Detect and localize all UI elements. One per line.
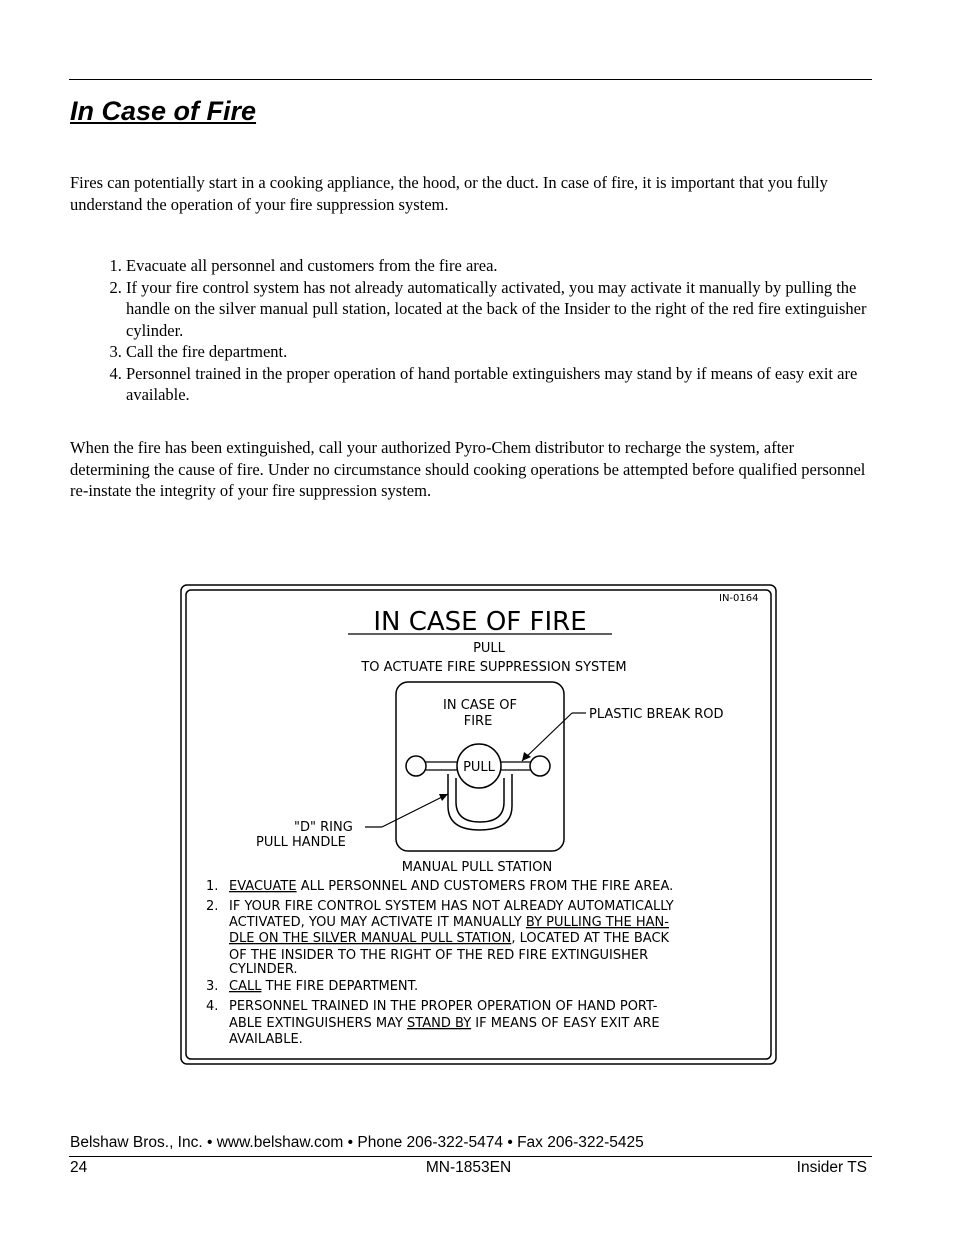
d-ring-pointer [382, 794, 448, 827]
station-caption: MANUAL PULL STATION [401, 860, 553, 875]
label-step-number: 1. [206, 879, 219, 894]
label-step-1: EVACUATE ALL PERSONNEL AND CUSTOMERS FROM THE FIRE AREA. [229, 879, 674, 894]
fire-instruction-label [180, 584, 777, 1065]
label-step-2-line-1: IF YOUR FIRE CONTROL SYSTEM HAS NOT ALREADY AUTOMATICALLY [229, 899, 674, 914]
product-name: Insider TS [796, 1159, 867, 1176]
label-step-4-line-3: AVAILABLE. [229, 1032, 303, 1047]
list-item: 3. Call the fire department. [126, 341, 870, 363]
fire-steps-list [70, 255, 870, 406]
label-pull: PULL [473, 641, 505, 656]
station-heading-2: FIRE [463, 714, 493, 729]
d-ring-callout-1: "D" RING [294, 820, 353, 835]
page-number: 24 [70, 1159, 88, 1176]
label-code: IN-0164 [719, 593, 759, 604]
label-step-number: 3. [206, 979, 219, 994]
document-number: MN-1853EN [425, 1159, 512, 1176]
section-title: In Case of Fire [70, 96, 257, 126]
break-rod-callout: PLASTIC BREAK ROD [589, 707, 724, 722]
pull-button-label: PULL [463, 760, 495, 775]
label-drawing [180, 584, 777, 1065]
label-step-3: CALL THE FIRE DEPARTMENT. [229, 979, 419, 994]
label-steps [206, 879, 674, 1047]
label-step-4-line-2: ABLE EXTINGUISHERS MAY STAND BY IF MEANS OF EASY EXIT ARE [229, 1016, 660, 1031]
station-heading-1: IN CASE OF [443, 698, 517, 713]
label-step-2-line-5: CYLINDER. [229, 962, 298, 977]
right-rod-knob [530, 756, 550, 776]
label-heading: IN CASE OF FIRE [373, 607, 587, 637]
label-step-2-line-4: OF THE INSIDER TO THE RIGHT OF THE RED FIRE EXTINGUISHER [229, 948, 649, 963]
list-item: 1. Evacuate all personnel and customers from the fire area. [126, 255, 870, 277]
footer-rule [69, 1156, 872, 1157]
d-ring-callout-2: PULL HANDLE [256, 835, 346, 850]
label-step-number: 4. [206, 999, 219, 1014]
left-rod-knob [406, 756, 426, 776]
label-step-number: 2. [206, 899, 219, 914]
intro-paragraph: Fires can potentially start in a cooking appliance, the hood, or the duct. In case of fire, it is important that you fully understand the operation of your fire suppression system. [70, 173, 828, 214]
label-step-4-line-1: PERSONNEL TRAINED IN THE PROPER OPERATION OF HAND PORT- [229, 999, 658, 1014]
closing-paragraph: When the fire has been extinguished, call your authorized Pyro-Chem distributor to recharge the system, after determining the cause of fire. Under no circumstance should cooking operations be attempted before qualified personnel re-instate the integrity of your fire suppression system. [70, 438, 866, 500]
list-item: 2. If your fire control system has not already automatically activated, you may activate it manually by pulling the handle on the silver manual pull station, located at the back of the Insider to the right of the red fire extinguisher cylinder. [126, 277, 870, 342]
footer-company-line: Belshaw Bros., Inc. • www.belshaw.com • Phone 206-322-5474 • Fax 206-322-5425 [70, 1134, 644, 1151]
label-step-2-line-2: ACTIVATED, YOU MAY ACTIVATE IT MANUALLY BY PULLING THE HAN- [229, 915, 669, 930]
header-rule [69, 79, 872, 80]
list-item: 4. Personnel trained in the proper operation of hand portable extinguishers may stand by if means of easy exit are available. [126, 363, 870, 406]
label-actuate: TO ACTUATE FIRE SUPPRESSION SYSTEM [361, 660, 627, 675]
label-step-2-line-3: DLE ON THE SILVER MANUAL PULL STATION, LOCATED AT THE BACK [229, 931, 670, 946]
